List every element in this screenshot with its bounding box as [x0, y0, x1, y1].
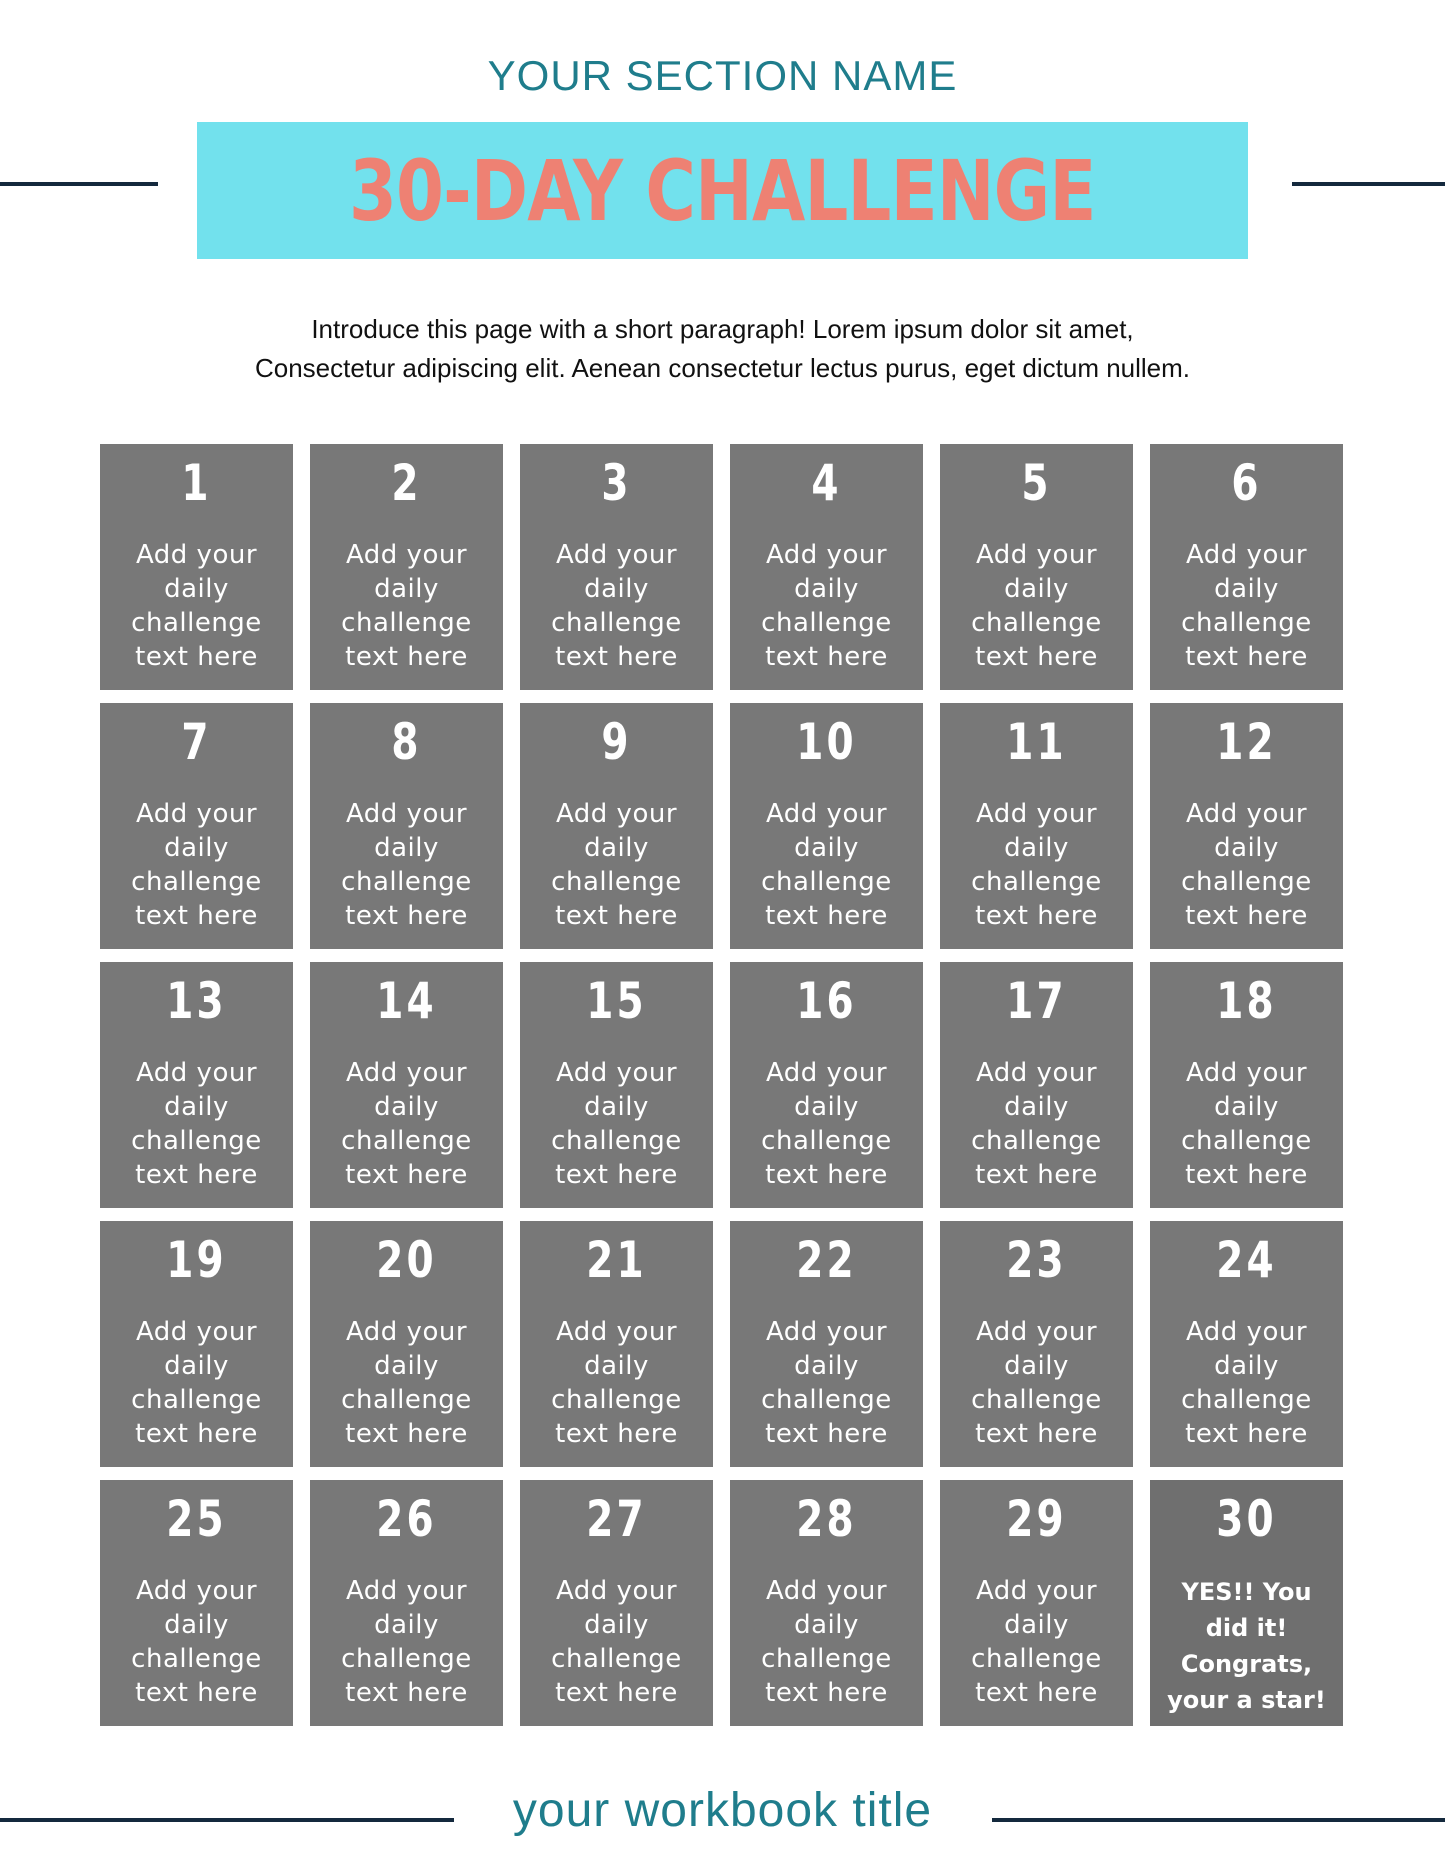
day-challenge-text: Add your daily challenge text here — [761, 540, 892, 672]
day-challenge-text: Add your daily challenge text here — [341, 1576, 472, 1708]
section-name: YOUR SECTION NAME — [487, 52, 958, 99]
day-number: 8 — [391, 713, 422, 771]
day-tile-27 — [520, 1480, 713, 1726]
day-tile-28 — [730, 1480, 923, 1726]
day-number: 16 — [796, 972, 857, 1030]
day-number: 5 — [1021, 454, 1052, 512]
day-challenge-text: Add your daily challenge text here — [131, 799, 262, 931]
day-challenge-text: Add your daily challenge text here — [761, 1058, 892, 1190]
day-challenge-text: Add your daily challenge text here — [551, 799, 682, 931]
day-number: 29 — [1006, 1490, 1067, 1548]
day-number: 15 — [586, 972, 647, 1030]
day-tile-25 — [100, 1480, 293, 1726]
day-number: 4 — [811, 454, 842, 512]
day-number: 24 — [1216, 1231, 1277, 1289]
day-tile-7 — [100, 703, 293, 949]
day-challenge-text: Add your daily challenge text here — [131, 1576, 262, 1708]
day-number: 22 — [796, 1231, 857, 1289]
day-challenge-text: Add your daily challenge text here — [131, 1317, 262, 1449]
day-tile-22 — [730, 1221, 923, 1467]
day-number: 3 — [601, 454, 632, 512]
day-challenge-text: Add your daily challenge text here — [761, 1576, 892, 1708]
day-number: 25 — [166, 1490, 227, 1548]
day-tile-5 — [940, 444, 1133, 690]
day-number: 21 — [586, 1231, 647, 1289]
intro-line-2: Consectetur adipiscing elit. Aenean consectetur lectus purus, eget dictum nullem. — [254, 353, 1191, 383]
day-number: 30 — [1216, 1490, 1277, 1548]
day-number: 20 — [376, 1231, 437, 1289]
intro-paragraph — [0, 310, 1445, 388]
day-number: 12 — [1216, 713, 1277, 771]
day-number: 13 — [166, 972, 227, 1030]
day-tile-14 — [310, 962, 503, 1208]
day-number: 17 — [1006, 972, 1067, 1030]
day-tile-2 — [310, 444, 503, 690]
day-tile-13 — [100, 962, 293, 1208]
day-challenge-text: Add your daily challenge text here — [341, 540, 472, 672]
day-challenge-text: Add your daily challenge text here — [1181, 799, 1312, 931]
day-challenge-text: Add your daily challenge text here — [131, 1058, 262, 1190]
page-title: 30-DAY CHALLENGE — [349, 141, 1096, 240]
day-challenge-text: Add your daily challenge text here — [971, 540, 1102, 672]
day-tile-3 — [520, 444, 713, 690]
workbook-title: your workbook title — [512, 1784, 933, 1837]
day-tile-20 — [310, 1221, 503, 1467]
day-number: 7 — [181, 713, 212, 771]
day-tile-11 — [940, 703, 1133, 949]
day-tile-10 — [730, 703, 923, 949]
day-tile-30 — [1150, 1480, 1343, 1726]
day-challenge-text: Add your daily challenge text here — [1181, 1317, 1312, 1449]
day-challenge-text: Add your daily challenge text here — [551, 540, 682, 672]
day-tile-9 — [520, 703, 713, 949]
day-tile-6 — [1150, 444, 1343, 690]
day-challenge-text: Add your daily challenge text here — [761, 799, 892, 931]
day-tile-4 — [730, 444, 923, 690]
challenge-grid — [100, 444, 1344, 1726]
day-tile-16 — [730, 962, 923, 1208]
day-challenge-text: Add your daily challenge text here — [131, 540, 262, 672]
day-number: 23 — [1006, 1231, 1067, 1289]
day-number: 11 — [1006, 713, 1067, 771]
day-tile-29 — [940, 1480, 1133, 1726]
day-tile-19 — [100, 1221, 293, 1467]
day-challenge-text: Add your daily challenge text here — [971, 1317, 1102, 1449]
day-challenge-text: Add your daily challenge text here — [971, 1058, 1102, 1190]
day-challenge-text: Add your daily challenge text here — [1181, 540, 1312, 672]
day-challenge-text: Add your daily challenge text here — [551, 1058, 682, 1190]
day-challenge-text: Add your daily challenge text here — [971, 1576, 1102, 1708]
day-tile-18 — [1150, 962, 1343, 1208]
day-number: 14 — [376, 972, 437, 1030]
day-challenge-text: YES!! You did it! Congrats, your a star! — [1167, 1578, 1326, 1714]
header-rule-right — [1292, 182, 1445, 186]
day-tile-1 — [100, 444, 293, 690]
title-banner — [197, 122, 1248, 259]
day-tile-8 — [310, 703, 503, 949]
day-tile-24 — [1150, 1221, 1343, 1467]
day-number: 1 — [181, 454, 212, 512]
day-number: 9 — [601, 713, 632, 771]
day-challenge-text: Add your daily challenge text here — [551, 1576, 682, 1708]
day-number: 27 — [586, 1490, 647, 1548]
day-challenge-text: Add your daily challenge text here — [1181, 1058, 1312, 1190]
day-number: 6 — [1231, 454, 1262, 512]
day-number: 2 — [391, 454, 422, 512]
day-tile-21 — [520, 1221, 713, 1467]
day-tile-23 — [940, 1221, 1133, 1467]
day-number: 26 — [376, 1490, 437, 1548]
day-tile-26 — [310, 1480, 503, 1726]
day-tile-15 — [520, 962, 713, 1208]
day-challenge-text: Add your daily challenge text here — [761, 1317, 892, 1449]
day-challenge-text: Add your daily challenge text here — [551, 1317, 682, 1449]
day-tile-17 — [940, 962, 1133, 1208]
day-challenge-text: Add your daily challenge text here — [341, 1317, 472, 1449]
day-challenge-text: Add your daily challenge text here — [971, 799, 1102, 931]
day-number: 28 — [796, 1490, 857, 1548]
day-number: 19 — [166, 1231, 227, 1289]
day-challenge-text: Add your daily challenge text here — [341, 1058, 472, 1190]
day-challenge-text: Add your daily challenge text here — [341, 799, 472, 931]
day-tile-12 — [1150, 703, 1343, 949]
day-number: 10 — [796, 713, 857, 771]
header-rule-left — [0, 182, 158, 186]
intro-line-1: Introduce this page with a short paragraph! Lorem ipsum dolor sit amet, — [311, 314, 1134, 344]
day-number: 18 — [1216, 972, 1277, 1030]
